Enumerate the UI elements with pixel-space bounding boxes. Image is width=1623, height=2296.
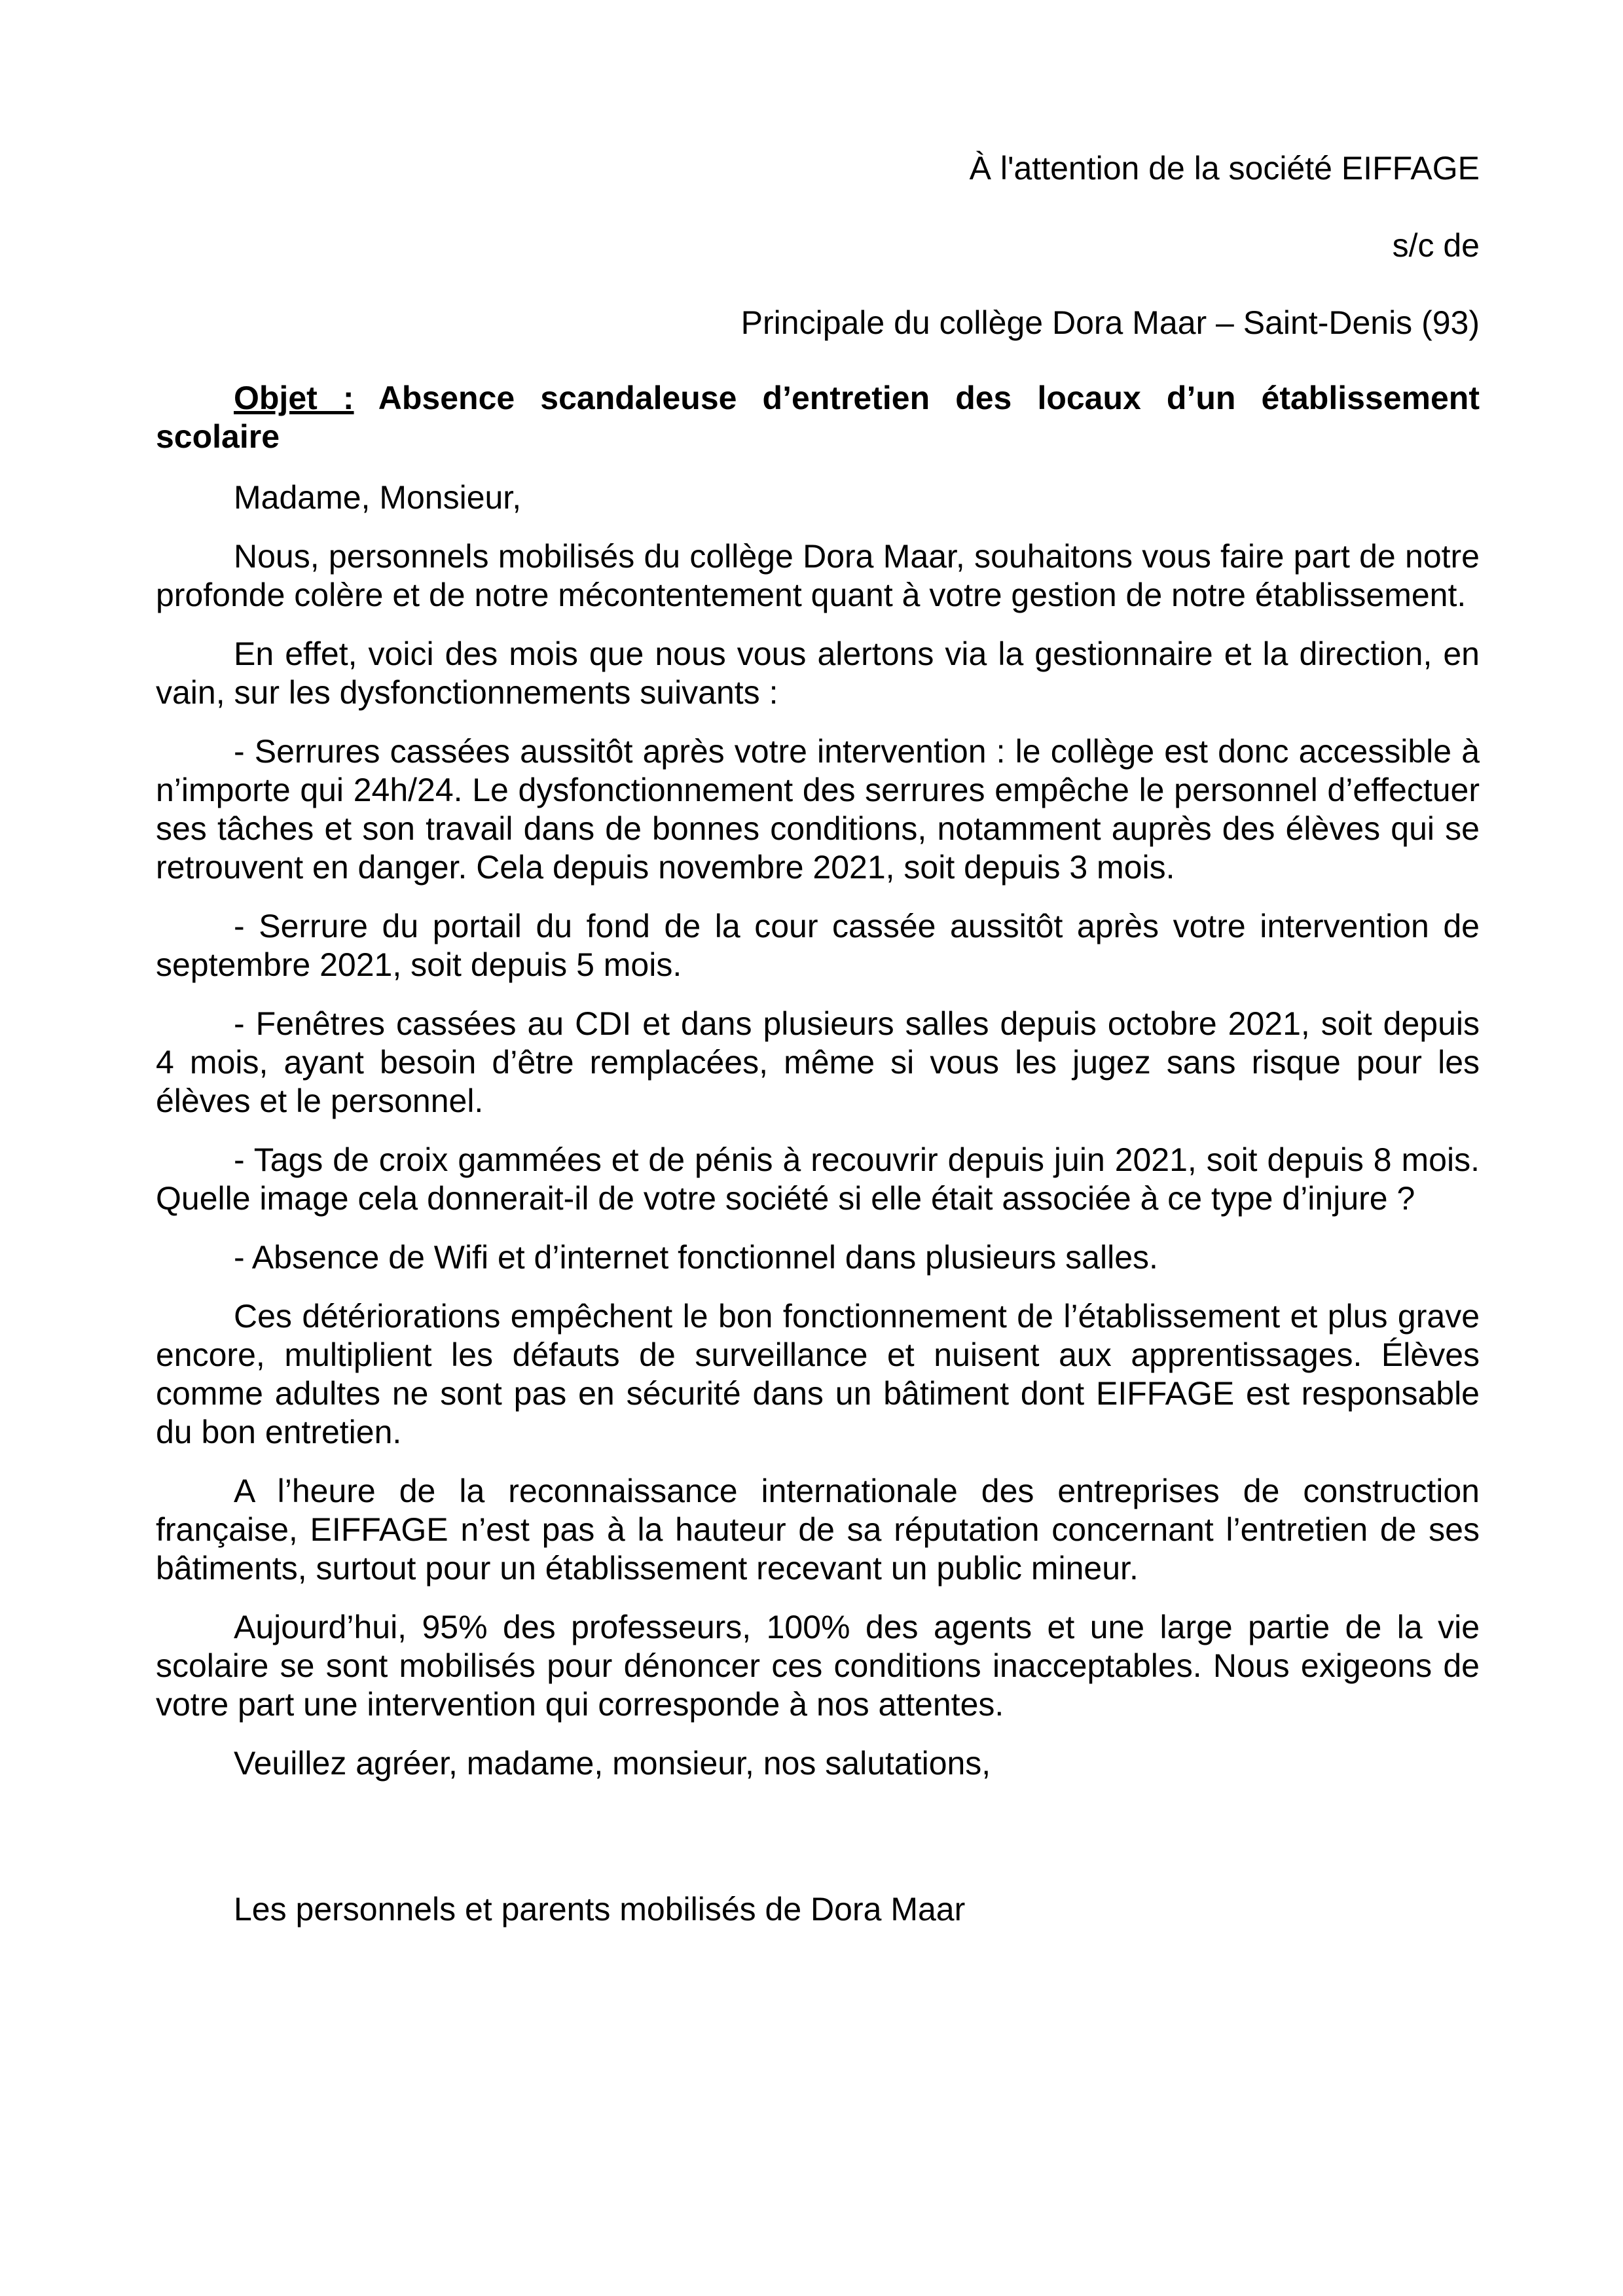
closing-formula: Veuillez agréer, madame, monsieur, nos salutations,	[234, 1745, 991, 1782]
issue-gate: - Serrure du portail du fond de la cour cassée aussitôt après votre intervention de septembre 2021, soit depuis 5 mois.	[156, 908, 1480, 983]
paragraph-intro: Nous, personnels mobilisés du collège Dora Maar, souhaitons vous faire part de notre profonde colère et de notre mécontentement quant à votre gestion de notre établissement.	[156, 538, 1480, 613]
subject-line	[156, 379, 1480, 456]
letter-body	[156, 149, 1480, 1929]
recipient-line-2: s/c de	[1392, 227, 1480, 264]
subject-text: Absence scandaleuse d’entretien des locaux d’un établissement scolaire	[156, 380, 1480, 455]
paragraph-alert: En effet, voici des mois que nous vous alertons via la gestionnaire et la direction, en vain, sur les dysfonctionnements suivants :	[156, 636, 1480, 711]
issue-locks: - Serrures cassées aussitôt après votre intervention : le collège est donc accessible à n’importe qui 24h/24. Le dysfonctionnement des serrures empêche le personnel d’effectuer ses tâches et son travail dans de bonnes conditions, notamment auprès des élèves qui se retrouvent en danger. Cela depuis novembre 2021, soit depuis 3 mois.	[156, 733, 1480, 886]
recipient-line-3: Principale du collège Dora Maar – Saint-Denis (93)	[740, 304, 1480, 341]
issue-tags: - Tags de croix gammées et de pénis à recouvrir depuis juin 2021, soit depuis 8 mois. Quelle image cela donnerait-il de votre société si elle était associée à ce type d’injure ?	[156, 1141, 1480, 1217]
issue-wifi: - Absence de Wifi et d’internet fonctionnel dans plusieurs salles.	[234, 1239, 1158, 1276]
subject-label: Objet :	[234, 380, 354, 416]
signature: Les personnels et parents mobilisés de Dora Maar	[234, 1891, 966, 1928]
paragraph-consequences: Ces détériorations empêchent le bon fonctionnement de l’établissement et plus grave encore, multiplient les défauts de surveillance et nuisent aux apprentissages. Élèves comme adultes ne sont pas en sécurité dans un bâtiment dont EIFFAGE est responsable du bon entretien.	[156, 1298, 1480, 1450]
paragraph-reputation: A l’heure de la reconnaissance internationale des entreprises de construction française, EIFFAGE n’est pas à la hauteur de sa réputation concernant l’entretien de ses bâtiments, surtout pour un établissement recevant un public mineur.	[156, 1473, 1480, 1587]
issue-windows: - Fenêtres cassées au CDI et dans plusieurs salles depuis octobre 2021, soit depuis 4 mois, ayant besoin d’être remplacées, même si vous les jugez sans risque pour les élèves et le personnel.	[156, 1005, 1480, 1119]
recipient-line-1: À l'attention de la société EIFFAGE	[969, 150, 1480, 187]
paragraph-mobilisation: Aujourd’hui, 95% des professeurs, 100% des agents et une large partie de la vie scolaire se sont mobilisés pour dénoncer ces conditions inacceptables. Nous exigeons de votre part une intervention qui corresponde à nos attentes.	[156, 1609, 1480, 1723]
salutation: Madame, Monsieur,	[234, 479, 522, 516]
